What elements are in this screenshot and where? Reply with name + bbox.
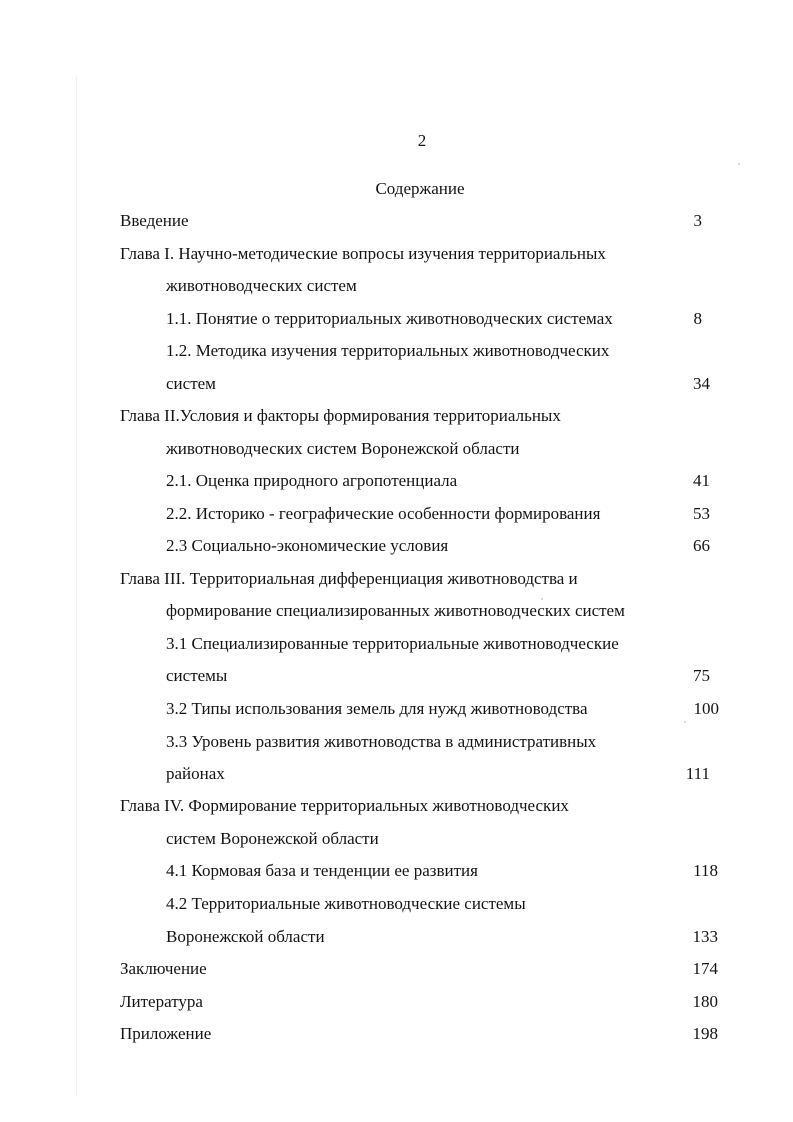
- toc-page-number: 3: [693, 211, 702, 230]
- toc-section-4-2-line-1: 4.2 Территориальные животноводческие системы: [166, 894, 526, 913]
- toc-section-2-1: 2.1. Оценка природного агропотенциала: [166, 471, 458, 490]
- toc-entry-introduction: Введение: [120, 211, 189, 230]
- toc-page-number: 111: [685, 764, 710, 783]
- toc-section-1-1: 1.1. Понятие о территориальных животноводческих системах: [166, 309, 613, 328]
- toc-section-3-2: 3.2 Типы использования земель для нужд животноводства: [166, 699, 588, 718]
- toc-entry-appendix: Приложение: [120, 1024, 212, 1043]
- toc-section-2-3: 2.3 Социально-экономические условия: [166, 536, 449, 555]
- toc-chapter-1-line-2: животноводческих систем: [166, 276, 357, 295]
- toc-section-4-2-line-2: Воронежской области: [166, 927, 325, 946]
- scan-speck: [738, 163, 740, 165]
- toc-page-number: 118: [693, 861, 718, 880]
- toc-chapter-2-line-2: животноводческих систем Воронежской области: [166, 439, 520, 458]
- toc-page-number: 8: [693, 309, 702, 328]
- scan-edge-line: [76, 76, 77, 1096]
- toc-section-3-1-line-2: системы: [166, 666, 228, 685]
- toc-chapter-3-line-1: Глава III. Территориальная дифференциация животноводства и: [120, 569, 578, 588]
- toc-page-number: 133: [692, 927, 718, 946]
- toc-page-number: 100: [693, 699, 719, 718]
- toc-chapter-4-line-2: систем Воронежской области: [166, 829, 379, 848]
- page-number: 2: [417, 131, 427, 150]
- toc-chapter-1-line-1: Глава I. Научно-методические вопросы изучения территориальных: [120, 244, 606, 263]
- toc-chapter-2-line-1: Глава II.Условия и факторы формирования территориальных: [120, 406, 561, 425]
- toc-section-1-2-line-1: 1.2. Методика изучения территориальных животноводческих: [166, 341, 610, 360]
- toc-page-number: 34: [693, 374, 710, 393]
- toc-chapter-3-line-2: формирование специализированных животноводческих систем: [166, 601, 625, 620]
- toc-section-4-1: 4.1 Кормовая база и тенденции ее развития: [166, 861, 478, 880]
- toc-section-2-2: 2.2. Историко - географические особенности формирования: [166, 504, 601, 523]
- toc-page-number: 174: [692, 959, 718, 978]
- toc-entry-conclusion: Заключение: [120, 959, 207, 978]
- toc-chapter-4-line-1: Глава IV. Формирование территориальных животноводческих: [120, 796, 569, 815]
- toc-section-3-3-line-2: районах: [166, 764, 225, 783]
- toc-page-number: 75: [693, 666, 710, 685]
- toc-page-number: 198: [692, 1024, 718, 1043]
- toc-section-1-2-line-2: систем: [166, 374, 216, 393]
- toc-section-3-3-line-1: 3.3 Уровень развития животноводства в административных: [166, 732, 597, 751]
- toc-page-number: 66: [693, 536, 710, 555]
- scan-speck: [541, 598, 543, 600]
- toc-page-number: 53: [693, 504, 710, 523]
- toc-page-number: 180: [692, 992, 718, 1011]
- scan-speck: [684, 721, 686, 723]
- toc-entry-literature: Литература: [120, 992, 203, 1011]
- toc-title: Содержание: [375, 179, 465, 198]
- toc-section-3-1-line-1: 3.1 Специализированные территориальные животноводческие: [166, 634, 619, 653]
- toc-page-number: 41: [693, 471, 710, 490]
